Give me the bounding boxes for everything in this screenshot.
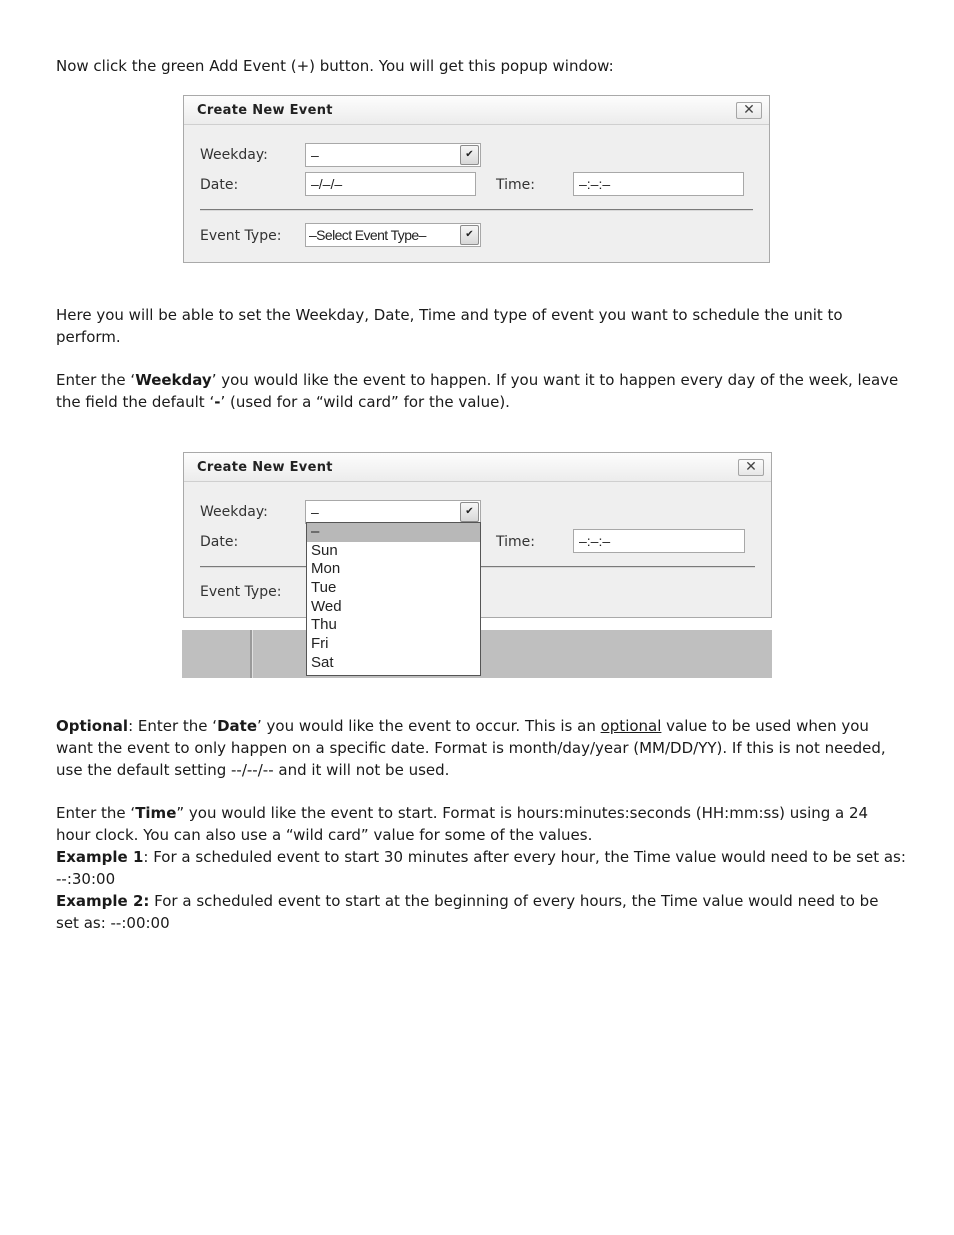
event-type-label: Event Type: — [200, 584, 282, 600]
date-input[interactable]: –/–/– — [305, 172, 476, 196]
weekday-label: Weekday: — [200, 504, 268, 520]
close-icon[interactable]: ✕ — [736, 102, 762, 119]
weekday-instructions: Enter the ‘Weekday’ you would like the event to happen. If you want it to happen every day of the week, leave the field the default ‘-’ (used for a “wild card” for the value). — [56, 371, 899, 411]
dialog-title: Create New Event — [197, 460, 333, 475]
date-label: Date: — [200, 177, 239, 193]
event-type-label: Event Type: — [200, 228, 282, 244]
weekday-option[interactable]: Sat — [311, 653, 334, 671]
dialog-title-bar — [184, 453, 771, 482]
weekday-value: – — [311, 147, 319, 163]
weekday-select[interactable] — [305, 500, 481, 524]
time-label: Time: — [496, 534, 535, 550]
weekday-value: – — [311, 504, 319, 520]
weekday-option[interactable]: Fri — [311, 635, 329, 653]
weekday-option[interactable]: Tue — [311, 579, 337, 597]
weekday-option[interactable]: Thu — [311, 616, 337, 634]
weekday-select[interactable] — [305, 143, 481, 167]
intro-text: Now click the green Add Event (+) button. You will get this popup window: — [56, 57, 614, 75]
weekday-dropdown-list — [306, 522, 481, 676]
chevron-down-icon[interactable]: ✔ — [460, 225, 479, 245]
divider — [200, 209, 753, 211]
chevron-down-icon[interactable]: ✔ — [460, 145, 479, 165]
time-label: Time: — [496, 177, 535, 193]
date-label: Date: — [200, 534, 239, 550]
weekday-option[interactable]: Mon — [311, 560, 341, 578]
weekday-option[interactable]: Sun — [311, 541, 338, 559]
create-event-dialog — [183, 95, 770, 263]
chevron-down-icon[interactable]: ✔ — [460, 502, 479, 522]
dialog-title: Create New Event — [197, 103, 333, 118]
close-icon[interactable]: ✕ — [738, 459, 764, 476]
weekday-label: Weekday: — [200, 147, 268, 163]
date-instructions: Optional: Enter the ‘Date’ you would like the event to occur. This is an optional value to be used when you want the event to only happen on a specific date. Format is month/day/year (MM/DD/YY). If this is not needed, use the default setting --/--/-- and it will not be used. — [56, 717, 886, 779]
time-input[interactable]: –:–:– — [573, 172, 744, 196]
time-input[interactable]: –:–:– — [573, 529, 745, 553]
weekday-option[interactable]: – — [307, 523, 480, 542]
description-paragraph: Here you will be able to set the Weekday, Date, Time and type of event you want to schedule the unit to perform. — [56, 306, 843, 346]
time-instructions: Enter the ‘Time” you would like the event to start. Format is hours:minutes:seconds (HH:mm:ss) using a 24 hour clock. You can also use a “wild card” value for some of the values. Example 1: For a scheduled event to start 30 minutes after every hour, the Time value would need to be set as: --:30:00 Example 2: For a scheduled event to start at the beginning of every hours, the Time value would need to be set as: --:00:00 — [56, 804, 906, 932]
event-type-select[interactable] — [305, 223, 481, 247]
dialog-title-bar — [184, 96, 769, 125]
weekday-option[interactable]: Wed — [311, 597, 342, 615]
event-type-value: –Select Event Type– — [309, 227, 426, 243]
